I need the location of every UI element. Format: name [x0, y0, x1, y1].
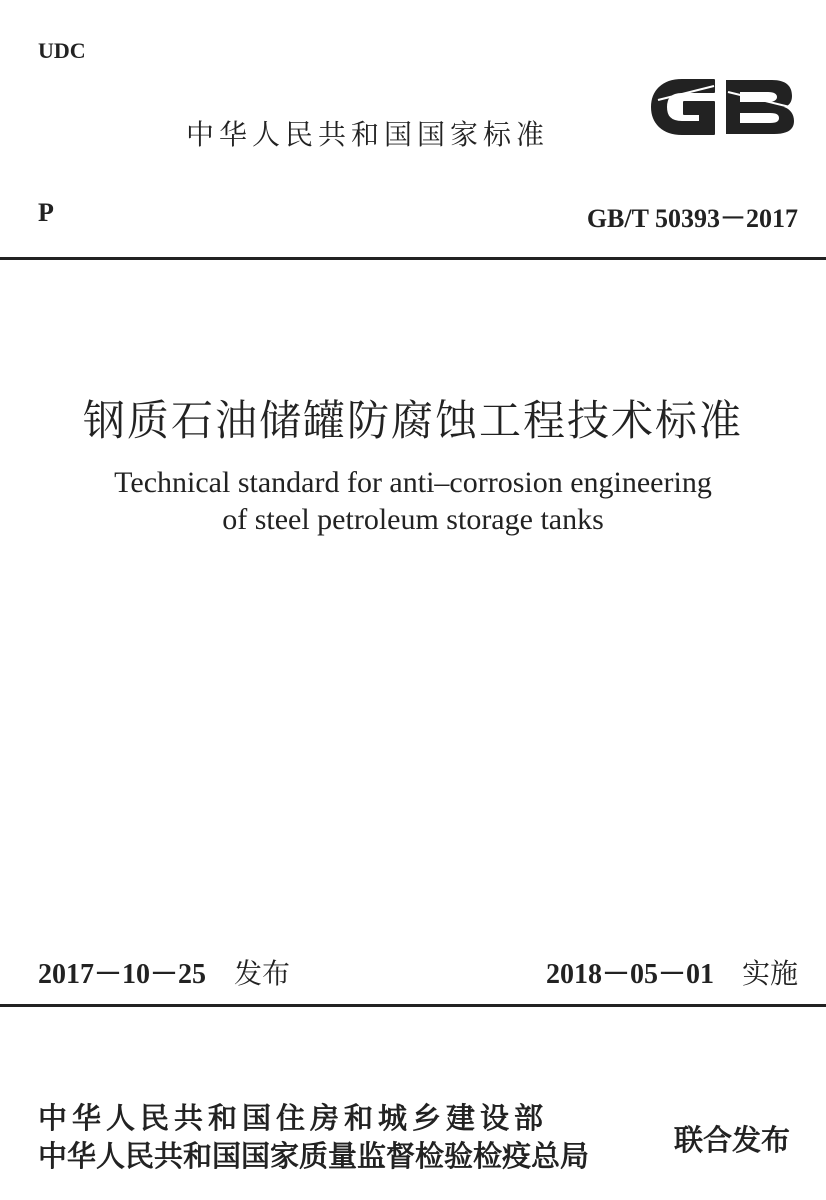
national-standard-heading: 中华人民共和国国家标准 — [186, 118, 550, 151]
gb-logo — [644, 66, 800, 148]
standard-number: GB/T 50393－2017 — [586, 204, 798, 233]
issuer-ministry-housing: 中华人民共和国住房和城乡建设部 — [38, 1101, 549, 1135]
effective-label: 实施 — [741, 957, 798, 990]
title-chinese: 钢质石油储罐防腐蚀工程技术标准 — [82, 396, 743, 445]
bottom-divider — [0, 1004, 826, 1007]
joint-issue-label: 联合发布 — [674, 1123, 791, 1157]
title-english-line2: of steel petroleum storage tanks — [222, 503, 604, 536]
classification-code: P — [38, 198, 54, 227]
issue-date: 2017－10－25 — [38, 959, 207, 990]
issue-date-group — [38, 952, 290, 992]
udc-label: UDC — [38, 38, 86, 63]
issue-label: 发布 — [234, 957, 291, 990]
title-english — [0, 464, 826, 538]
effective-date-group — [546, 952, 798, 992]
top-divider — [0, 257, 826, 260]
title-english-line1: Technical standard for anti–corrosion engineering — [114, 466, 712, 499]
issuer-quality-administration: 中华人民共和国国家质量监督检验检疫总局 — [38, 1139, 590, 1173]
effective-date: 2018－05－01 — [545, 959, 714, 990]
